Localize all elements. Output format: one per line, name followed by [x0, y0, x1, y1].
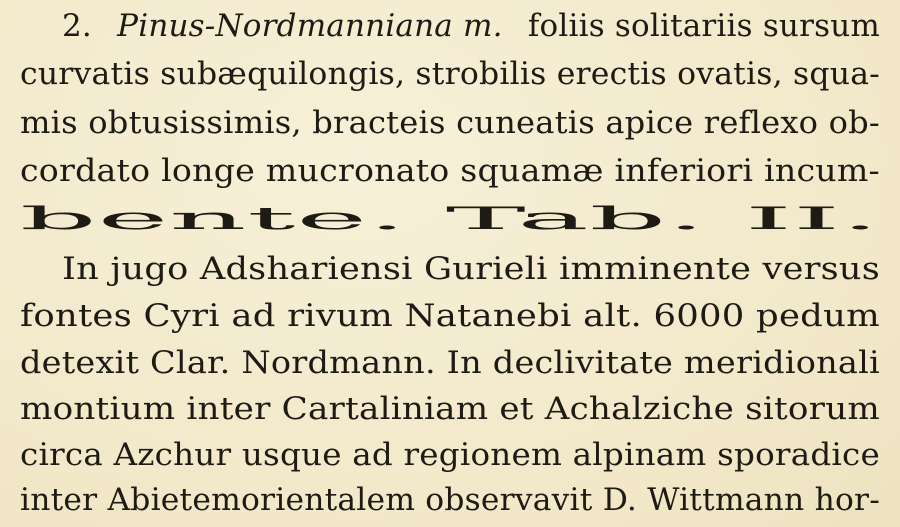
- text-line-5: [0, 196, 900, 242]
- text-line-2: [0, 51, 900, 97]
- diagnosis-line-5: bente. Tab. II.: [20, 201, 881, 237]
- text-line-6: [0, 246, 900, 292]
- diagnosis-line-3: mis obtusissimis, bracteis cuneatis apice reflexo ob-: [20, 105, 880, 141]
- paragraph-line-6: inter Abietemorientalem observavit D. Wittmann hor-: [20, 482, 881, 518]
- text-line-11: [0, 477, 900, 523]
- text-line-9: [0, 386, 900, 432]
- paragraph-line-3: detexit Clar. Nordmann. In declivitate meridionali: [20, 345, 881, 381]
- text-line-4: [0, 148, 900, 194]
- entry-number: 2.: [62, 8, 92, 44]
- text-line-10: [0, 432, 900, 478]
- text-line-1: [0, 3, 900, 49]
- paragraph-line-4: montium inter Cartaliniam et Achalziche sitorum: [20, 391, 880, 427]
- diagnosis-line-4: cordato longe mucronato squamæ inferiori incum-: [20, 153, 880, 189]
- paragraph-line-2: fontes Cyri ad rivum Natanebi alt. 6000 pedum: [20, 298, 880, 334]
- paragraph-line-5: circa Azchur usque ad regionem alpinam sporadice: [20, 437, 880, 473]
- text-line-8: [0, 340, 900, 386]
- text-line-3: [0, 100, 900, 146]
- species-name: Pinus-Nordmanniana m.: [117, 8, 503, 44]
- text-line-7: [0, 293, 900, 339]
- diagnosis-line-1: foliis solitariis sursum: [527, 8, 880, 44]
- paragraph-line-1: In jugo Adshariensi Gurieli imminente versus: [62, 251, 881, 287]
- diagnosis-line-2: curvatis subæquilongis, strobilis erectis ovatis, squa-: [20, 56, 881, 92]
